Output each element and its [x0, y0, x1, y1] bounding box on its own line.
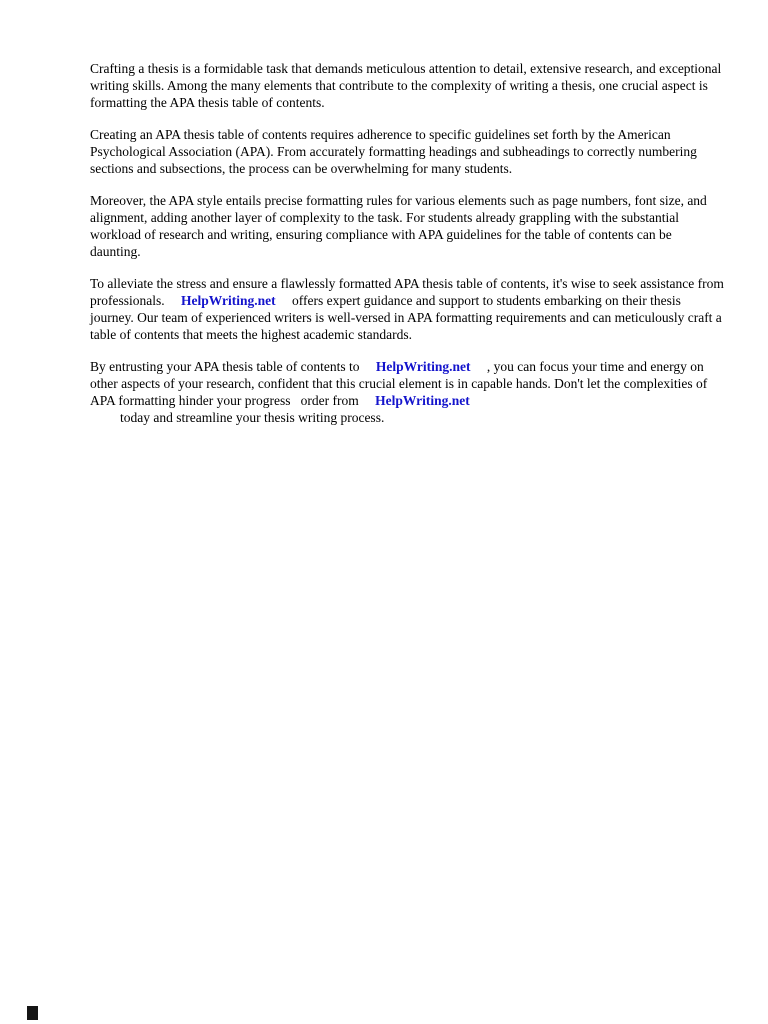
paragraph-1	[90, 60, 724, 111]
helpwriting-link-2[interactable]: HelpWriting.net	[375, 359, 471, 374]
paragraph-5-text-pre: By entrusting your APA thesis table of contents to	[90, 359, 360, 374]
paragraph-2	[90, 126, 724, 177]
helpwriting-link-1[interactable]: HelpWriting.net	[181, 293, 276, 308]
paragraph-5-text-mid: , you can focus your time and energy on other aspects of your research, confident that this crucial element is in capable hands. Don't let the complexities of APA formatting hinder your progress order from	[90, 359, 708, 408]
document-text-block	[90, 60, 724, 441]
paragraph-2-text: Creating an APA thesis table of contents requires adherence to specific guidelines set forth by the American Psychological Association (APA). From accurately formatting headings and subheadings to correctly numbering sections and subsections, the process can be overwhelming for many students.	[90, 127, 697, 176]
paragraph-5	[90, 358, 724, 426]
paragraph-3	[90, 192, 724, 260]
paragraph-3-text: Moreover, the APA style entails precise formatting rules for various elements such as page numbers, font size, and alignment, adding another layer of complexity to the task. For students already grappling with the substantial workload of research and writing, ensuring compliance with APA guidelines for the table of contents can be daunting.	[90, 193, 707, 259]
next-page-corner	[27, 1006, 38, 1020]
paragraph-5-last-line: today and streamline your thesis writing process.	[120, 410, 385, 425]
paragraph-4-text-pre: To alleviate the stress and ensure a flawlessly formatted APA thesis table of contents, it's wise to seek assistance from professionals.	[90, 276, 724, 308]
paragraph-4-text-post: offers expert guidance and support to students embarking on their thesis journey. Our team of experienced writers is well-versed in APA formatting requirements and can meticulously craft a table of contents that meets the highest academic standards.	[90, 293, 722, 342]
paragraph-1-text: Crafting a thesis is a formidable task that demands meticulous attention to detail, extensive research, and exceptional writing skills. Among the many elements that contribute to the complexity of writing a thesis, one crucial aspect is formatting the APA thesis table of contents.	[90, 61, 722, 110]
helpwriting-link-3[interactable]: HelpWriting.net	[375, 393, 470, 408]
paragraph-4	[90, 275, 724, 343]
